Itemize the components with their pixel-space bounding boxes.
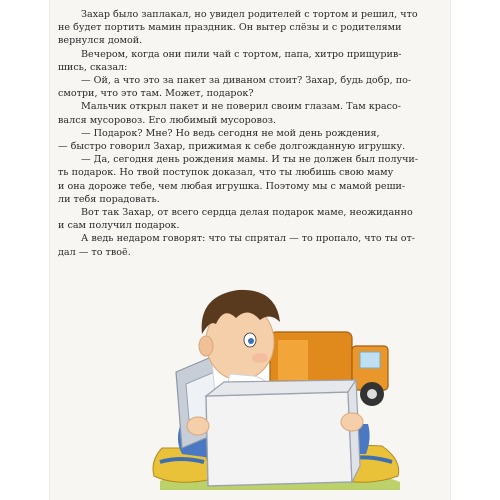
story-line: Захар было заплакал, но увидел родителей с тортом и решил, что (81, 9, 418, 20)
story-line: Мальчик открыл пакет и не поверил своим глазам. Там красо- (81, 101, 401, 113)
story-line: и сам получил подарок. (58, 220, 180, 232)
story-line: и она дороже тебе, чем любая игрушка. Поэтому мы с мамой реши- (58, 180, 406, 192)
story-line: вался мусоровоз. Его любимый мусоровоз. (58, 114, 277, 126)
story-line: шись, сказал: (58, 61, 128, 73)
story-line: — быстро говорил Захар, прижимая к себе долгожданную игрушку. (58, 141, 406, 153)
story-line: А ведь недаром говорят: что ты спрятал — то пропало, что ты от- (81, 233, 416, 245)
story-text (58, 8, 438, 259)
story-line: Вечером, когда они пили чай с тортом, папа, хитро прищурив- (81, 48, 402, 60)
story-line: — Подарок? Мне? Но ведь сегодня не мой день рождения, (81, 127, 380, 139)
gift-box-icon (206, 380, 360, 486)
story-line: не будет портить мамин праздник. Он вытер слёзы и с родителями (58, 22, 402, 34)
story-line: смотри, что это там. Может, подарок? (58, 88, 254, 100)
story-line: вернулся домой. (58, 35, 143, 47)
story-line: ли тебя порадовать. (58, 193, 160, 205)
story-line: дал — то твоё. (58, 246, 131, 258)
story-line: — Ой, а что это за пакет за диваном стоит? Захар, будь добр, по- (81, 75, 412, 87)
boy-hugging-garbage-truck-icon (120, 276, 420, 496)
story-line: Вот так Захар, от всего сердца делая подарок маме, неожиданно (81, 207, 413, 219)
book-page (50, 0, 450, 500)
story-line: — Да, сегодня день рождения мамы. И ты не должен был получи- (81, 154, 419, 166)
story-line: ть подарок. Но твой поступок доказал, что ты любишь свою маму (58, 167, 394, 179)
